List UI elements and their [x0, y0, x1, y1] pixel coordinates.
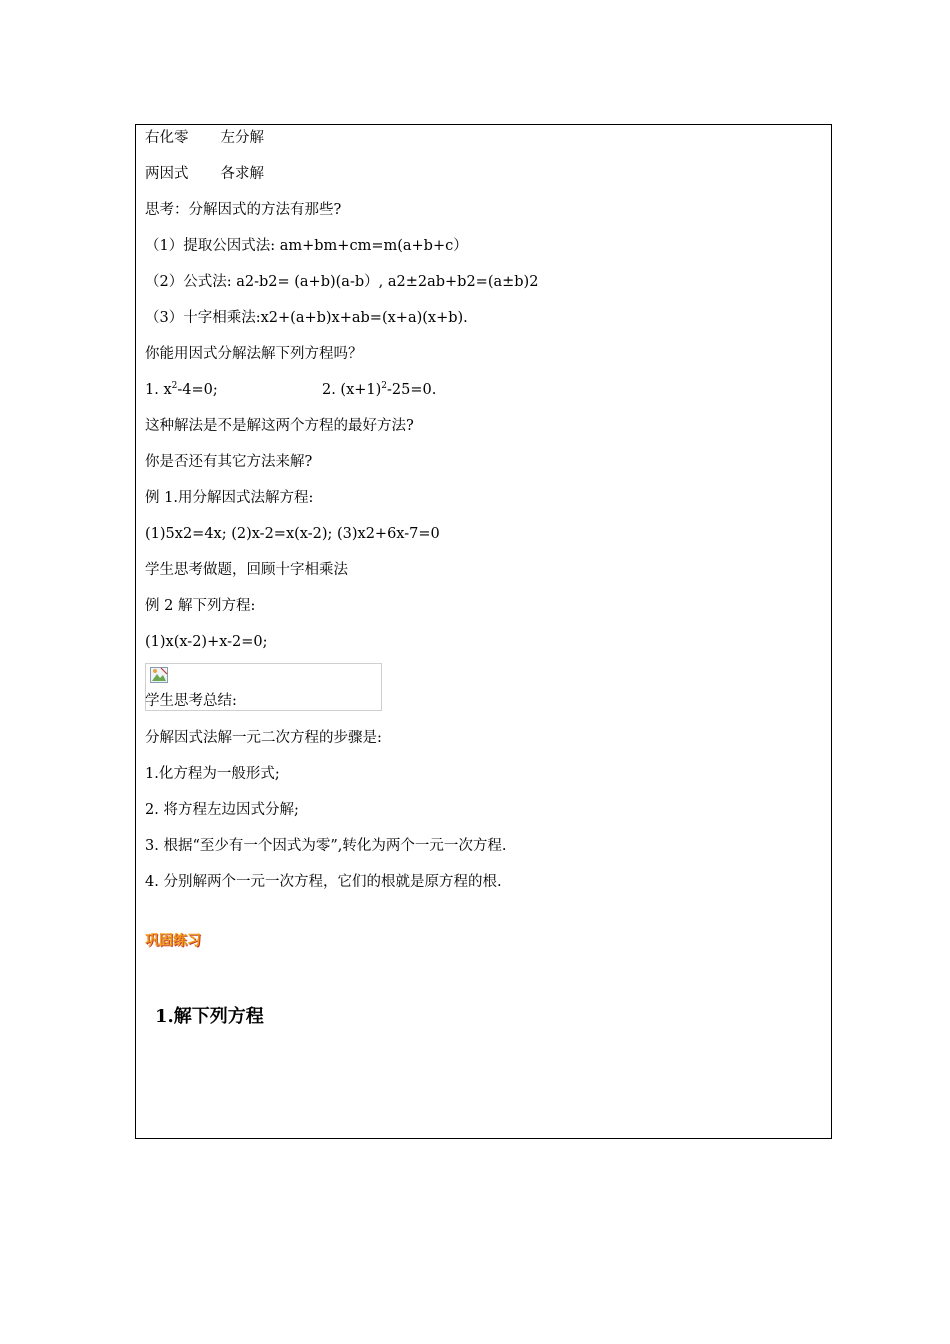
question-line: 你能用因式分解法解下列方程吗？	[145, 346, 363, 362]
practice-heading: 巩固练习	[145, 933, 201, 949]
method-3: （3）十字相乘法:x2+(a+b)x+ab=(x+a)(x+b).	[145, 310, 468, 326]
step-4: 4. 分别解两个一元一次方程，它们的根就是原方程的根.	[145, 874, 502, 890]
mnemonic-line-1	[145, 128, 264, 148]
example-1-title: 例 1.用分解因式法解方程:	[145, 490, 314, 506]
text: 各求解	[220, 166, 264, 182]
broken-image-icon	[150, 667, 168, 683]
think-question: 思考：分解因式的方法有那些?	[145, 202, 342, 218]
text: 右化零	[145, 130, 189, 146]
best-method-question: 这种解法是不是解这两个方程的最好方法?	[145, 418, 414, 434]
step-1: 1.化方程为一般形式;	[145, 766, 280, 782]
equations-line	[145, 380, 436, 400]
mnemonic-line-2	[145, 164, 264, 184]
equation-1: 1. $x^2-4=0$;	[145, 381, 218, 398]
steps-title: 分解因式法解一元二次方程的步骤是:	[145, 730, 382, 746]
example-1-equations: (1)5x2=4x; (2)x-2=x(x-2); (3)x2+6x-7=0	[145, 526, 440, 542]
student-thinking: 学生思考做题，回顾十字相乘法	[145, 562, 348, 578]
other-method-question: 你是否还有其它方法来解?	[145, 454, 313, 470]
equation-2: 2. $(x+1)^2-25=0$.	[321, 381, 437, 398]
text: 两因式	[145, 166, 189, 182]
student-summary: 学生思考总结:	[145, 693, 237, 709]
example-2-title: 例 2 解下列方程:	[145, 598, 256, 614]
method-2: （2）公式法: a2-b2= (a+b)(a-b）, a2±2ab+b2=(a±b)2	[145, 274, 539, 290]
step-2: 2. 将方程左边因式分解;	[145, 802, 299, 818]
exercise-title: 1.解下列方程	[155, 1006, 264, 1027]
method-1: （1）提取公因式法: am+bm+cm=m(a+b+c）	[145, 238, 468, 254]
text: 左分解	[220, 130, 264, 146]
example-2-equation: (1)x(x-2)+x-2=0;	[145, 634, 268, 650]
step-3: 3. 根据“至少有一个因式为零”,转化为两个一元一次方程.	[145, 838, 507, 854]
